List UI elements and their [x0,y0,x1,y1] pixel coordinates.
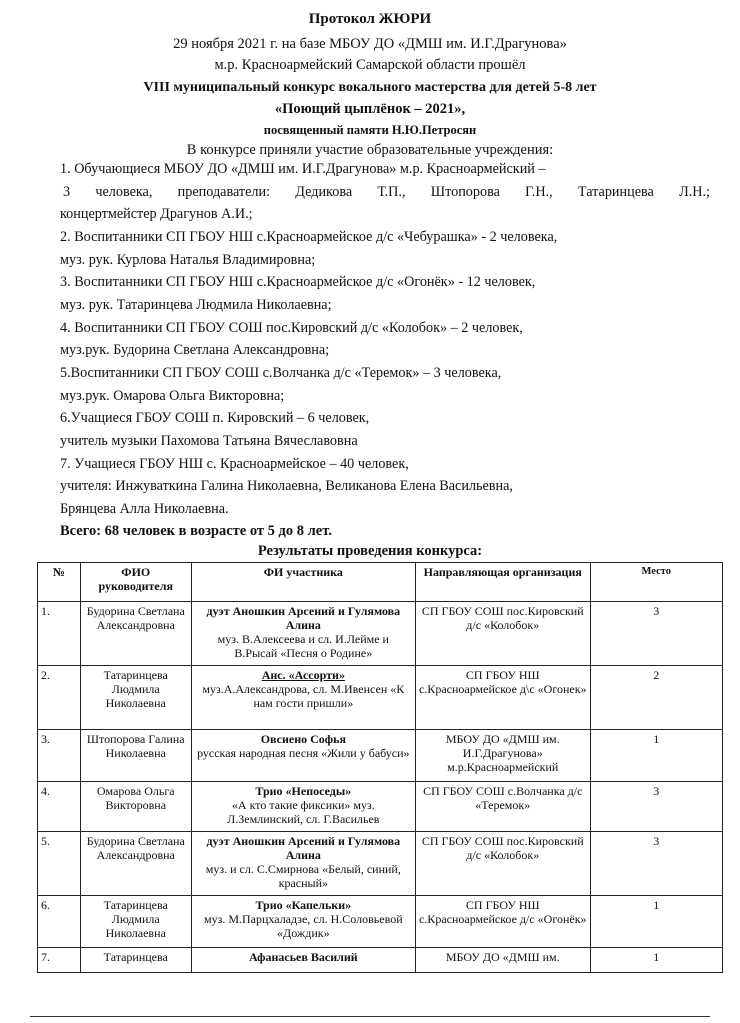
header-line-6: В конкурсе приняли участие образовательные учреждения: [186,142,554,158]
participant-name: Трио «Капельки» [255,898,352,912]
row-org: МБОУ ДО «ДМШ им. И.Г.Драгунова» м.р.Красноармейский [415,730,590,782]
participant-line: 7. Учащиеся ГБОУ НШ с. Красноармейское – 40 человек, [60,456,409,472]
row-participant [191,782,415,832]
row-num: 3. [38,730,81,782]
participant-name: дуэт Аношкин Арсений и Гулямова Алина [206,604,401,632]
row-num: 7. [38,948,81,973]
row-org: СП ГБОУ НШ с.Красноармейское д\с «Огонек» [415,666,590,730]
header-line-2: м.р. Красноармейский Самарской области прошёл [214,57,526,73]
table-header-row [38,563,723,602]
participant-line: концертмейстер Драгунов А.И.; [60,206,253,222]
header-line-3: VIII муниципальный конкурс вокального мастерства для детей 5-8 лет [143,80,597,95]
participant-name: Афанасьев Василий [248,950,358,964]
table-row [38,832,723,896]
song-info: русская народная песня «Жили у бабуси» [197,746,410,760]
row-num: 1. [38,602,81,666]
row-participant [191,730,415,782]
participant-line: 2. Воспитанники СП ГБОУ НШ с.Красноармейское д/с «Чебурашка» - 2 человека, [60,229,558,245]
page-bottom-rule [30,1016,710,1017]
participant-line: 6.Учащиеся ГБОУ СОШ п. Кировский – 6 человек, [60,410,370,426]
row-org: МБОУ ДО «ДМШ им. [415,948,590,973]
results-title: Результаты проведения конкурса: [257,543,483,559]
song-info: муз.А.Александрова, сл. М.Ивенсен «К нам гости пришли» [202,682,405,710]
protocol-title: Протокол ЖЮРИ [308,11,432,27]
row-leader: Татаринцева Людмила Николаевна [80,666,191,730]
header-line-5: посвященный памяти Н.Ю.Петросян [263,123,477,137]
header-line-1: 29 ноября 2021 г. на базе МБОУ ДО «ДМШ им. И.Г.Драгунова» [173,36,567,52]
song-info: муз. и сл. С.Смирнова «Белый, синий, красный» [205,862,401,890]
participant-line: муз.рук. Будорина Светлана Александровна; [60,342,330,358]
row-leader: Будорина Светлана Александровна [80,832,191,896]
song-info: «А кто такие фиксики» муз. Л.Землинский, сл. Г.Васильев [227,798,380,826]
participant-line: 3. Воспитанники СП ГБОУ НШ с.Красноармейское д/с «Огонёк» - 12 человек, [60,274,536,290]
header-participant: ФИ участника [191,563,415,602]
row-participant [191,832,415,896]
participant-line: 3 человека, преподаватели: Дедикова Т.П., Штопорова Г.Н., Татаринцева Л.Н.; [63,184,710,200]
participant-line: муз.рук. Омарова Ольга Викторовна; [60,388,285,404]
total-summary: Всего: 68 человек в возрасте от 5 до 8 лет. [60,523,332,539]
row-num: 4. [38,782,81,832]
row-org: СП ГБОУ СОШ пос.Кировский д/с «Колобок» [415,832,590,896]
row-leader: Омарова Ольга Викторовна [80,782,191,832]
row-leader: Татаринцева [80,948,191,973]
row-num: 2. [38,666,81,730]
row-leader: Татаринцева Людмила Николаевна [80,896,191,948]
participant-line: учителя: Инжуваткина Галина Николаевна, Великанова Елена Васильевна, [60,478,513,494]
participant-line: 1. Обучающиеся МБОУ ДО «ДМШ им. И.Г.Драгунова» м.р. Красноармейский – [60,161,546,177]
participant-line: учитель музыки Пахомова Татьяна Вячеславовна [60,433,358,449]
row-participant [191,948,415,973]
header-org: Направляющая организация [415,563,590,602]
table-row [38,948,723,973]
table-row [38,730,723,782]
row-num: 6. [38,896,81,948]
row-place: 3 [590,832,722,896]
row-org: СП ГБОУ СОШ пос.Кировский д/с «Колобок» [415,602,590,666]
participant-line: муз. рук. Курлова Наталья Владимировна; [60,252,316,268]
header-place: Место [590,563,722,602]
participant-name: Анс. «Ассорти» [261,668,345,682]
participant-line: Брянцева Алла Николаевна. [60,501,229,517]
participant-name: дуэт Аношкин Арсений и Гулямова Алина [206,834,401,862]
row-participant [191,666,415,730]
results-table [37,562,723,973]
row-num: 5. [38,832,81,896]
header-num: № [38,563,81,602]
row-place: 1 [590,948,722,973]
row-place: 1 [590,896,722,948]
row-place: 3 [590,602,722,666]
header-line-4: «Поющий цыплёнок – 2021», [274,101,466,117]
row-leader: Штопорова Галина Николаевна [80,730,191,782]
participant-name: Трио «Непоседы» [255,784,352,798]
row-leader: Будорина Светлана Александровна [80,602,191,666]
participant-line: муз. рук. Татаринцева Людмила Николаевна; [60,297,332,313]
participant-line: 5.Воспитанники СП ГБОУ СОШ с.Волчанка д/с «Теремок» – 3 человека, [60,365,502,381]
row-participant [191,896,415,948]
header-leader: ФИО руководителя [80,563,191,602]
table-row [38,896,723,948]
row-place: 2 [590,666,722,730]
participant-line: 4. Воспитанники СП ГБОУ СОШ пос.Кировский д/с «Колобок» – 2 человек, [60,320,523,336]
table-row [38,782,723,832]
participant-name: Овсиено Софья [260,732,346,746]
table-row [38,602,723,666]
song-info: муз. М.Парцхаладзе, сл. Н.Соловьевой «Дождик» [204,912,403,940]
row-place: 3 [590,782,722,832]
row-org: СП ГБОУ НШ с.Красноармейское д/с «Огонёк» [415,896,590,948]
row-place: 1 [590,730,722,782]
table-row [38,666,723,730]
row-org: СП ГБОУ СОШ с.Волчанка д/с «Теремок» [415,782,590,832]
song-info: муз. В.Алексеева и сл. И.Лейме и В.Рысай «Песня о Родине» [217,632,389,660]
row-participant [191,602,415,666]
